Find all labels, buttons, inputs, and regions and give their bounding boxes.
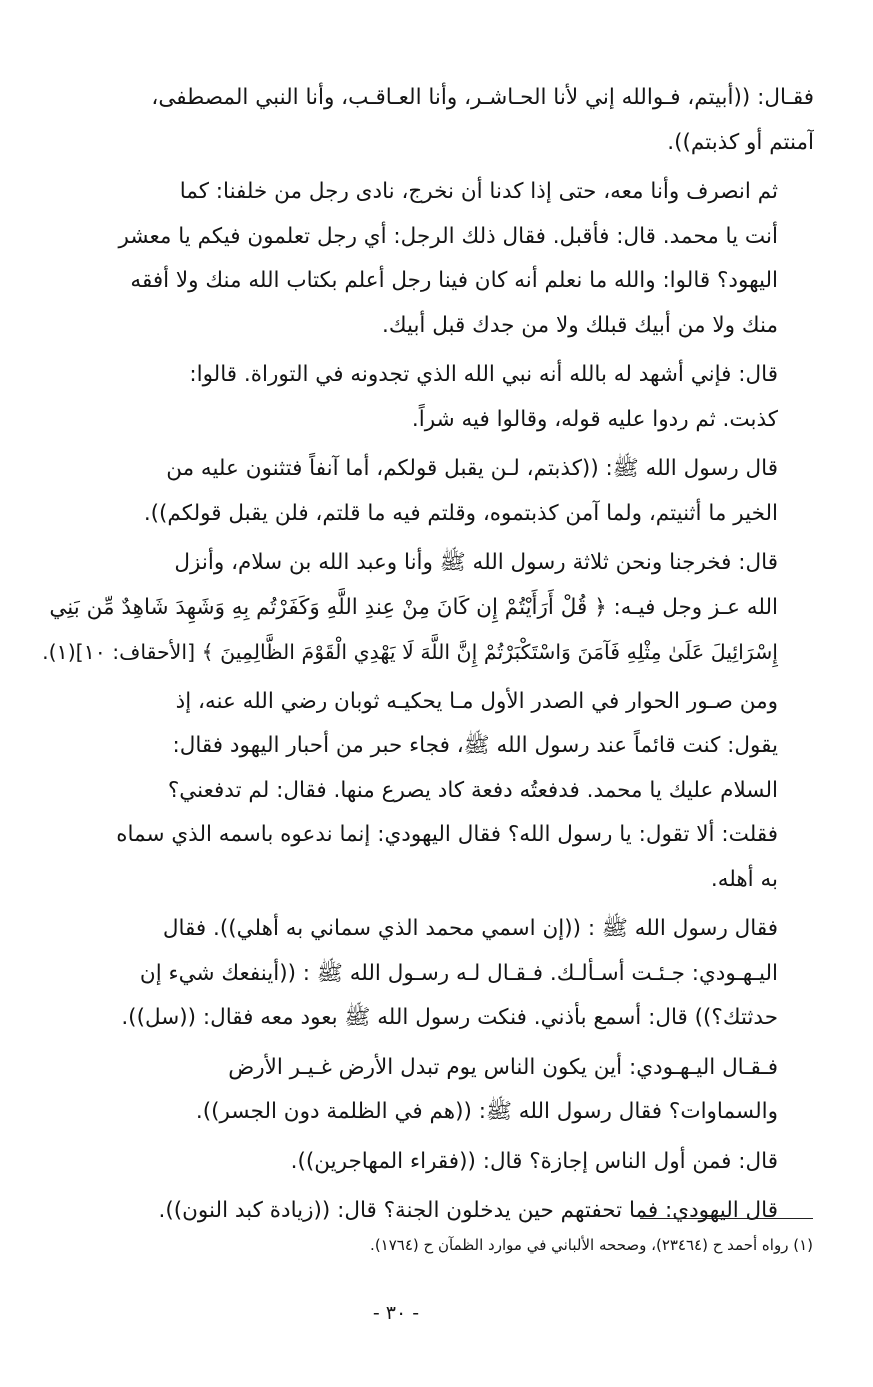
paragraph xyxy=(38,680,814,903)
footnote-divider xyxy=(640,1218,813,1219)
text-line: فـقـال اليـهـودي: أين يكون الناس يوم تبدل الأرض غـيـر الأرض xyxy=(228,1054,778,1080)
text-line: فقـال: ((أبيتم، فـوالله إني لأنا الحـاشـر، وأنا العـاقـب، وأنا النبي المصطفى، xyxy=(151,85,814,110)
text-line: قال رسول الله ﷺ: ((كذبتم، لـن يقبل قولكم، أما آنفاً فتثنون عليه من xyxy=(166,456,778,481)
paragraph xyxy=(38,1046,814,1135)
text-line: فقلت: ألا تقول: يا رسول الله؟ فقال اليهودي: إنما ندعوه باسمه الذي سماه xyxy=(116,822,778,847)
text-line: أنت يا محمد. قال: فأقبل. فقال ذلك الرجل: أي رجل تعلمون فيكم يا معشر xyxy=(118,223,778,249)
text-line: إِسْرَائِيلَ عَلَىٰ مِثْلِهِ فَآمَنَ وَاسْتَكْبَرْتُمْ إِنَّ اللَّهَ لَا يَهْدِي الْقَوْمَ الظَّالِمِينَ ﴾ [الأحقاف: ١٠](١). xyxy=(42,640,778,664)
paragraph xyxy=(38,1189,814,1234)
text-line: اليهود؟ قالوا: والله ما نعلم أنه كان فينا رجل أعلم بكتاب الله منك ولا أفقه xyxy=(130,268,778,293)
text-line: يقول: كنت قائماً عند رسول الله ﷺ، فجاء حبر من أحبار اليهود فقال: xyxy=(172,733,778,758)
paragraph xyxy=(38,541,814,675)
text-line: قال: فخرجنا ونحن ثلاثة رسول الله ﷺ وأنا وعبد الله بن سلام، وأنزل xyxy=(174,550,778,575)
text-line: كذبت. ثم ردوا عليه قوله، وقالوا فيه شراً. xyxy=(411,406,778,432)
paragraph xyxy=(38,907,814,1041)
paragraph xyxy=(38,447,814,536)
text-line: حدثتك؟)) قال: أسمع بأذني. فنكت رسول الله ﷺ بعود معه فقال: ((سل)). xyxy=(121,1005,778,1030)
text-line: فقال رسول الله ﷺ : ((إن اسمي محمد الذي سماني به أهلي)). فقال xyxy=(162,916,778,941)
text-line: ومن صـور الحوار في الصدر الأول مـا يحكيـه ثوبان رضي الله عنه، إذ xyxy=(175,688,778,714)
page-number: - ٣٠ - xyxy=(372,1302,420,1324)
footnote: (١) رواه أحمد ح (٢٣٤٦٤)، وصححه الألباني في موارد الظمآن ح (١٧٦٤). xyxy=(370,1236,813,1254)
paragraph xyxy=(38,170,814,348)
body-text xyxy=(38,76,814,1239)
text-line: والسماوات؟ فقال رسول الله ﷺ: ((هم في الظلمة دون الجسر)). xyxy=(195,1099,778,1124)
paragraph xyxy=(38,1140,814,1185)
text-line: منك ولا من أبيك قبلك ولا من جدك قبل أبيك. xyxy=(382,312,778,338)
paragraph xyxy=(38,76,814,165)
text-line: السلام عليك يا محمد. فدفعتُه دفعة كاد يصرع منها. فقال: لم تدفعني؟ xyxy=(167,777,778,803)
text-line: قال اليهودي: فما تحفتهم حين يدخلون الجنة؟ قال: ((زيادة كبد النون)). xyxy=(158,1198,778,1223)
text-line: آمنتم أو كذبتم)). xyxy=(667,129,814,155)
text-line: قال: فمن أول الناس إجازة؟ قال: ((فقراء المهاجرين)). xyxy=(290,1148,778,1174)
text-line: الله عـز وجل فيـه: ﴿ قُلْ أَرَأَيْتُمْ إِن كَانَ مِنْ عِندِ اللَّهِ وَكَفَرْتُم بِهِ وَشَهِدَ شَاهِدٌ مِّن بَنِي xyxy=(49,594,778,620)
text-line: الخير ما أثنيتم، ولما آمن كذبتموه، وقلتم فيه ما قلتم، فلن يقبل قولكم)). xyxy=(143,500,778,526)
paragraph xyxy=(38,353,814,442)
text-line: به أهله. xyxy=(710,866,778,892)
text-line: اليـهـودي: جـئـت أسـألـك. فـقـال لـه رسـول الله ﷺ : ((أينفعك شيء إن xyxy=(139,960,778,986)
text-line: قال: فإني أشهد له بالله أنه نبي الله الذي تجدونه في التوراة. قالوا: xyxy=(189,362,778,387)
text-line: ثم انصرف وأنا معه، حتى إذا كدنا أن نخرج، نادى رجل من خلفنا: كما xyxy=(179,179,778,204)
